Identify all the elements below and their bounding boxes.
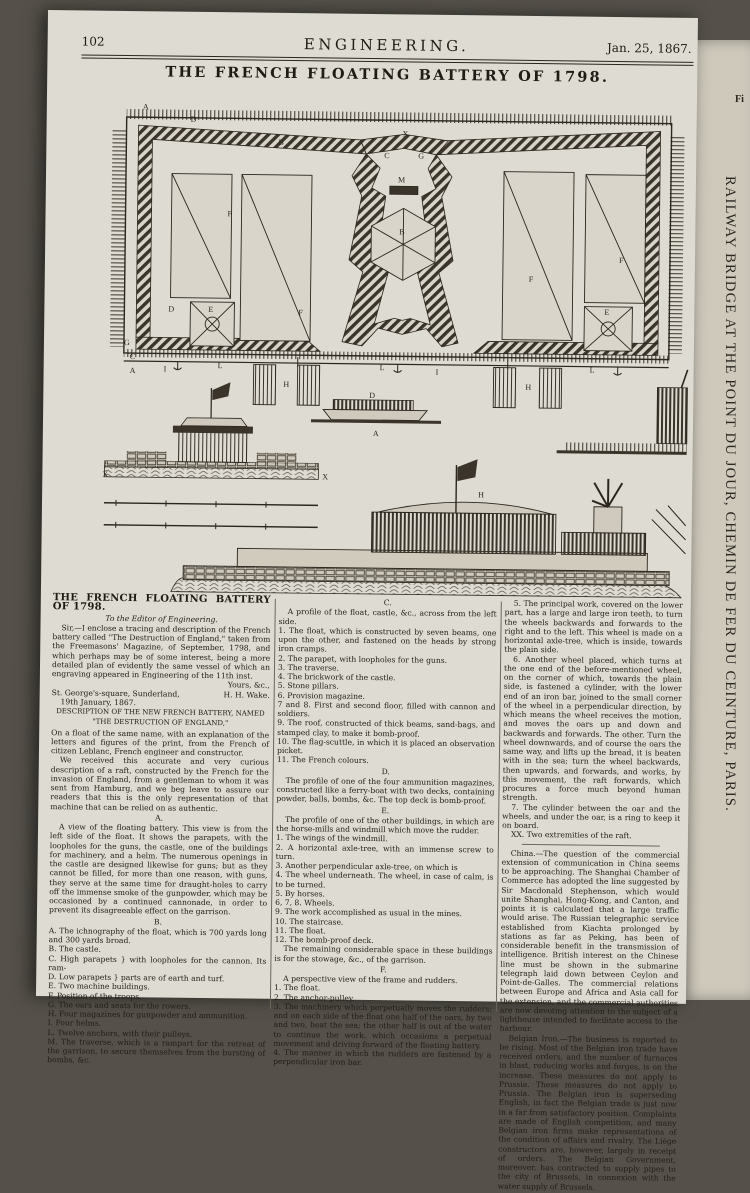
list-item: 7 and 8. First and second floor, filled with cannon and soldiers. bbox=[277, 700, 495, 721]
list-item: 1. The float. bbox=[274, 983, 492, 995]
list-item: D. Low parapets } parts are of earth and turf. bbox=[48, 972, 266, 984]
section-c-intro: A profile of the float, castle, &c., across from the left side. bbox=[279, 607, 497, 628]
list-item: H. Four magazines for gunpowder and ammunition. bbox=[48, 1009, 266, 1021]
figure-title: THE FRENCH FLOATING BATTERY OF 1798. bbox=[81, 62, 693, 86]
list-item: A. The ichnography of the float, which is 700 yards long and 300 yards broad. bbox=[49, 926, 267, 947]
list-item: 6, 7, 8. Wheels. bbox=[275, 898, 493, 910]
plan-label: B bbox=[278, 138, 283, 147]
list-item: F. Position of the troops. bbox=[48, 991, 266, 1003]
list-item: 1. The float, which is constructed by seven beams, one upon the other, and fastened on the heads by strong iron cramps. bbox=[278, 626, 496, 656]
list-item: 11. The float. bbox=[275, 926, 493, 938]
plan-label: F bbox=[529, 275, 534, 284]
section-b-heading: B. bbox=[49, 916, 267, 928]
list-item: 10. The staircase. bbox=[275, 916, 493, 928]
article-column-1 bbox=[47, 593, 271, 1067]
plan-label: D bbox=[191, 115, 197, 124]
list-item: E. Two machine buildings. bbox=[48, 981, 266, 993]
letter-text: Sir,—I enclose a tracing and description of the French battery called "The Destruction of England," taken from the Freemasons' Magazine, of September, 1798, and which perhaps may be of some interest, being a more detailed plan of evidently the same vessel of which an engraving appeared in Engineering of the 11th inst. bbox=[52, 623, 271, 681]
scale-rules bbox=[104, 500, 318, 531]
address-text: St. George's-square, Sunderland, bbox=[52, 688, 180, 699]
plan-label: F bbox=[619, 256, 624, 265]
plan-label: G bbox=[418, 152, 424, 161]
section-a-text: A view of the floating battery. This view is from the left side of the float. It shows the parapets, with the loopholes for the guns, the castle, one of the buildings for machinery, and a helm. The numerous openings in the castle are designed likewise for guns; but as they cannot be filled, for more than one reason, with guns, they serve at the same time for draught-holes to carry off the immense smoke of the gunpowder, which may be occasioned by a continued cannonade, in order to prevent its disagreeable effect on the garrison. bbox=[49, 822, 268, 917]
plan-label: L bbox=[218, 361, 223, 370]
list-item: 9. The work accomplished as usual in the mines. bbox=[275, 907, 493, 919]
list-item: I. Four helms. bbox=[48, 1018, 266, 1030]
facing-page-vertical-title: RAILWAY BRIDGE AT THE POINT DU JOUR, CHEMIN DE FER DU CEINTURE, PARIS. bbox=[698, 176, 738, 840]
list-item: 5. The principal work, covered on the lower part, has a large and large iron teeth, to turn the wheels backwards and forwards to the right and to the left. This wheel is made on a horizontal axle-tree, which is inside, towards the plain side. bbox=[504, 599, 683, 657]
engraving-plate bbox=[55, 80, 691, 608]
section-e-intro: The profile of one of the other buildings, in which are the horse-mills and windmill which move the rudder. bbox=[276, 815, 494, 836]
section-d-text: The profile of one of the four ammunition magazines, constructed like a ferry-boat with two decks, containing powder, balls, bombs, &c. The top deck is bomb-proof. bbox=[276, 776, 494, 806]
facing-page-running-head: Fi bbox=[735, 94, 744, 105]
signature: H. H. Wake. bbox=[224, 690, 270, 700]
list-item: 3. Another perpendicular axle-tree, on which is bbox=[276, 861, 494, 873]
magazine-title: ENGINEERING. bbox=[82, 32, 692, 57]
list-item: 10. The flag-scuttle, in which it is placed an observation picket. bbox=[277, 737, 495, 758]
plan-label: X bbox=[322, 472, 328, 481]
section-e-heading: E. bbox=[276, 804, 494, 816]
plan-label: A bbox=[373, 429, 379, 438]
plan-label: X bbox=[102, 470, 108, 479]
article-title: THE FRENCH FLOATING BATTERY OF 1798. bbox=[53, 593, 271, 614]
plan-label: E bbox=[604, 308, 609, 317]
plan-label: I bbox=[164, 364, 167, 373]
plan-label: L bbox=[380, 363, 385, 372]
plan-label: H bbox=[283, 380, 289, 389]
machine-building-e bbox=[557, 368, 688, 455]
plan-label: G bbox=[124, 338, 130, 347]
description-heading: DESCRIPTION OF THE NEW FRENCH BATTERY, NAMED bbox=[51, 707, 269, 719]
list-item: G. The oars and seats for the rowers. bbox=[48, 1000, 266, 1012]
plan-label: A bbox=[130, 366, 136, 375]
list-item: B. The castle. bbox=[48, 944, 266, 956]
list-item: 9. The roof, constructed of thick beams, sand-bags, and stamped clay, to make it bomb-proof. bbox=[277, 718, 495, 739]
section-f-subtitle: A perspective view of the frame and rudders. bbox=[274, 974, 492, 986]
magazine-page bbox=[36, 10, 698, 1004]
list-item: M. The traverse, which is a rampart for the retreat of the garrison, to secure themselves from the bursting of bombs, &c. bbox=[47, 1037, 265, 1067]
plan-label: M bbox=[398, 175, 405, 184]
list-item: 7. The cylinder between the oar and the wheels, and under the oar, is a ring to keep it on board. bbox=[502, 802, 680, 832]
plan-label: L bbox=[590, 366, 595, 375]
list-item: 11. The French colours. bbox=[277, 755, 495, 767]
list-item: 6. Provision magazine. bbox=[278, 690, 496, 702]
list-item: 4. The manner in which the rudders are fastened by a perpendicular iron bar. bbox=[273, 1048, 491, 1069]
plan-label: I bbox=[436, 368, 439, 377]
section-divider bbox=[522, 843, 660, 846]
issue-date: Jan. 25, 1867. bbox=[607, 41, 692, 56]
description-name: "THE DESTRUCTION OF ENGLAND," bbox=[51, 717, 269, 729]
plan-label: E bbox=[208, 305, 213, 314]
description-subtitle: On a float of the same name, with an explanation of the letters and figures of the print, from the French of citizen Leblanc, French engineer and constructor. bbox=[51, 728, 269, 758]
list-item: 12. The bomb-proof deck. bbox=[275, 935, 493, 947]
plan-label: C bbox=[130, 352, 135, 361]
list-item: 3. The machinery which perpetually moves the rudders; and on each side of the float one half of the oars, by two and two, beat the sea; the other half is out of the water to continue the work, which occasions a perpetual movement and driving forward of the floating battery. bbox=[273, 1002, 492, 1051]
list-item: 2. The parapet, with loopholes for the guns. bbox=[278, 653, 496, 665]
list-item: 4. The wheel underneath. The wheel, in case of calm, is to be turned. bbox=[275, 870, 493, 891]
article-column-2 bbox=[273, 596, 497, 1069]
section-d-heading: D. bbox=[277, 765, 495, 777]
to-editor: To the Editor of Engineering. bbox=[53, 613, 271, 625]
plan-label: C bbox=[384, 151, 389, 160]
editor-note: We received this accurate and very curious description of a raft, constructed by the French for the invasion of England, from a gentleman to whom it was sent from Hamburg, and we beg leave to assure our readers that this is the only representation of that machine that can be relied on as authentic. bbox=[50, 755, 269, 813]
plan-label: H bbox=[525, 383, 531, 392]
list-item: L. Twelve anchors, with their pulleys. bbox=[47, 1028, 265, 1040]
section-e-outro: The remaining considerable space in these buildings is for the stowage, &c., of the garrison. bbox=[274, 944, 492, 965]
plan-label: D bbox=[168, 305, 174, 314]
list-item: 2. The anchor-pulley. bbox=[274, 992, 492, 1004]
list-item: XX. Two extremities of the raft. bbox=[502, 830, 680, 841]
castle-profile-c bbox=[102, 381, 329, 482]
list-item: 5. Stone pillars. bbox=[278, 681, 496, 693]
list-item: 2. A horizontal axle-tree, with an immense screw to turn. bbox=[276, 842, 494, 863]
plan-label: A bbox=[143, 102, 149, 111]
list-item: C. High parapets } with loopholes for the cannon. Its ram- bbox=[48, 954, 266, 975]
china-paragraph: China.—The question of the commercial extension of communication in China seems to be approaching. The Shanghai Chamber of Commerce has adopted the line suggested by Sir Macdonald Stephenson, which would unite Shanghai, Hong-Kong, and Canton, and points it is calculated that a large traffic would arise. The Russian telegraphic service established from Kiachta prolonged by stations as far as Peking, has been of considerable benefit in the transmission of intelligence. British interest on the Chinese line must be shown in the submarine telegraph laid down between Ceylon and Point-de-Galles. The commercial relations between Europe and Africa and Asia call for the extension, and the commercial authorities are now devoting attention to the subject of a lighthouse intended to facilitate access to the harbour. bbox=[500, 848, 680, 1035]
plan-label: B bbox=[399, 227, 404, 236]
section-a-heading: A. bbox=[50, 812, 268, 824]
list-item: 1. The wings of the windmill. bbox=[276, 833, 494, 845]
plan-label: D bbox=[369, 391, 375, 400]
letter-date: 19th January, 1867. bbox=[52, 697, 270, 709]
plan-label: H bbox=[478, 490, 484, 499]
plan-label: X bbox=[402, 129, 408, 138]
list-item: 6. Another wheel placed, which turns at the one end of the before-mentioned wheel, on the corner of which, towards the plain side, is fastened a cylinder, with the lower end of an iron bar, joined to the small corner of the wheel in a perpendicular direction, by which means the wheel receives the motion, and moves the oars up and down and backwards and forwards. The other. Turn the wheel downwards, and of course the oars the same way, and lifts up the bread, it is beaten with in the sea; turn the wheel backwards, then upwards, and forwards, and works, by this movement, the raft forwards, which procures a force much beyond human strength. bbox=[502, 654, 682, 804]
list-item: 5. By horses. bbox=[275, 889, 493, 901]
page-number: 102 bbox=[82, 34, 105, 48]
plan-label: F bbox=[298, 308, 303, 317]
article-column-3 bbox=[498, 599, 683, 1193]
plan-label: F bbox=[227, 209, 232, 218]
belgian-iron-paragraph: Belgian Iron.—The business is reported to be rising. Most of the Belgian iron trade have received orders, and the number of furnaces in blast, reducing works and forges, is on the increase. These measures do not apply to Prussia. These measures do not apply to Prussia. The Belgian iron is superseding English, in fact the Belgian trade is just now in a far from satisfactory position. Complaints are made of English competition, and many Belgian iron firms make representations of the condition of affairs and rivalry. The Liège constructors are, however, largely in receipt of orders. The Belgian Government, moreover, has contracted to supply pipes to the city of Brussels, in connexion with the water supply of Brussels. bbox=[498, 1033, 678, 1192]
rudder-perspective-f bbox=[651, 505, 686, 553]
section-f-heading: F. bbox=[274, 964, 492, 976]
section-c-heading: C. bbox=[279, 597, 497, 609]
list-item: 3. The traverse. bbox=[278, 663, 496, 675]
list-item: 4. The brickwork of the castle. bbox=[278, 672, 496, 684]
letter-yours: Yours, &c., bbox=[52, 678, 270, 690]
magazine-profile-d bbox=[311, 390, 442, 439]
